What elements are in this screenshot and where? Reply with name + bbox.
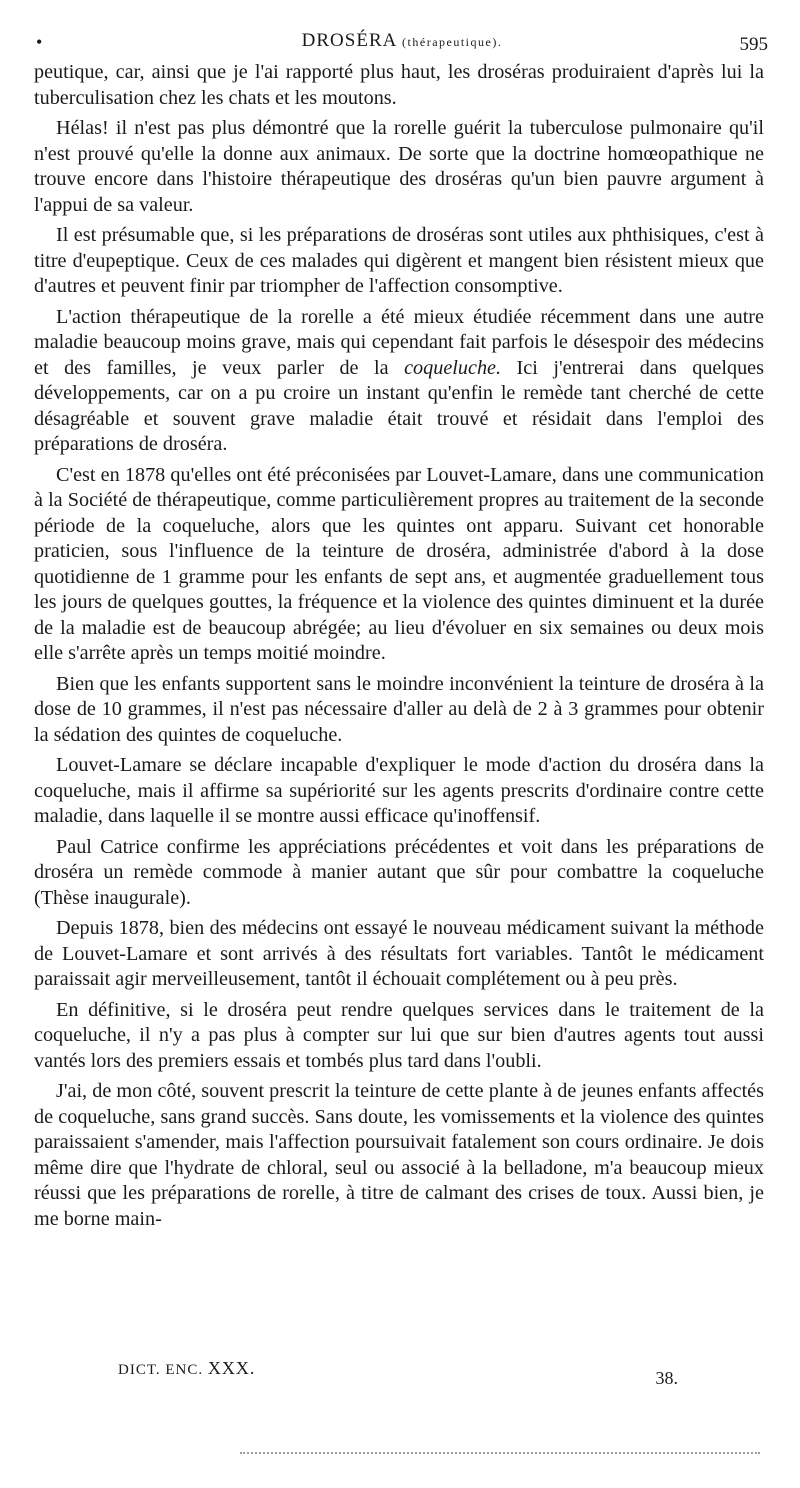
paragraph: Louvet-Lamare se déclare incapable d'expliquer le mode d'action du droséra dans la coqueluche, mais il affirme sa supériorité sur les agents prescrits d'ordinaire contre cette maladie, dans laquelle il se montre aussi efficace qu'inoffensif. xyxy=(34,754,764,827)
paragraph: Il est présumable que, si les préparations de droséras sont utiles aux phthisiques, c'est à titre d'eupeptique. Ceux de ces malades qui digèrent et mangent bien résistent mieux que d'autres et peuvent finir par triompher de l'affection consomptive. xyxy=(34,224,764,297)
paragraph: J'ai, de mon côté, souvent prescrit la teinture de cette plante à de jeunes enfants affectés de coqueluche, sans grand succès. Sans doute, les vomissements et la violence des quintes paraissaient s'amender, mais l'affection poursuivait fatalement son cours ordinaire. Je dois même dire que l'hydrate de chloral, seul ou associé à la belladone, m'a beaucoup mieux réussi que les préparations de rorelle, à titre de calmant des crises de toux. Aussi bien, je me borne main- xyxy=(34,1080,764,1230)
header-title: DROSÉRA xyxy=(301,30,397,51)
signature-volume: XXX. xyxy=(207,1358,256,1378)
running-title xyxy=(32,30,772,52)
signature-prefix: DICT. ENC. xyxy=(118,1362,204,1378)
page-number: 595 xyxy=(739,34,768,55)
paragraph xyxy=(34,305,764,458)
paragraph-text: L'action thérapeutique de la rorelle a été mieux étudiée récemment dans une autre maladie beaucoup moins grave, mais qui cependant fait parfois le désespoir des médecins et des familles, je veux parler de la xyxy=(34,305,764,379)
paragraph: C'est en 1878 qu'elles ont été préconisées par Louvet-Lamare, dans une communication à la Société de thérapeutique, comme particulièrement propres au traitement de la seconde période de la coqueluche, alors que les quintes ont apparu. Suivant cet honorable praticien, sous l'influence de la teinture de droséra, administrée d'abord à la dose quotidienne de 1 gramme pour les enfants de sept ans, et augmentée graduellement tous les jours de quelques gouttes, la fréquence et la violence des quintes diminuent et la durée de la maladie est de beaucoup abrégée; au lieu d'évoluer en six semaines ou deux mois elle s'arrête après un temps moitié moindre. xyxy=(34,463,764,664)
paragraph: Bien que les enfants supportent sans le moindre inconvénient la teinture de droséra à la dose de 10 grammes, il n'est pas nécessaire d'aller au delà de 2 à 3 grammes pour obtenir la sédation des quintes de coqueluche. xyxy=(34,672,764,746)
paragraph-text: Ici j'entrerai dans quelques développements, car on a pu croire un instant qu'enfin le remède tant cherché de cette désagréable et souvent grave maladie était trouvé et résidait dans l'emploi des préparations de droséra. xyxy=(34,356,764,455)
signature-mark xyxy=(118,1358,255,1379)
paragraph: Paul Catrice confirme les appréciations précédentes et voit dans les préparations de droséra un remède commode à manier autant que sûr pour combattre la coqueluche (Thèse inaugurale). xyxy=(34,835,764,909)
paragraph: Depuis 1878, bien des médecins ont essayé le nouveau médicament suivant la méthode de Louvet-Lamare et sont arrivés à des résultats fort variables. Tantôt le médicament paraissait agir merveilleusement, tantôt il échouait complétement ou à peu près. xyxy=(34,917,764,990)
header-mark: • xyxy=(36,32,43,52)
page-footer xyxy=(118,1358,678,1388)
running-header xyxy=(32,30,772,60)
italic-term: coqueluche. xyxy=(404,356,502,379)
paragraph: En définitive, si le droséra peut rendre quelques services dans le traitement de la coqueluche, il n'y a pas plus à compter sur lui que sur bien d'autres agents tout aussi vantés lors des premiers essais et tombés plus tard dans l'oubli. xyxy=(34,998,764,1072)
paragraph: Hélas! il n'est pas plus démontré que la rorelle guérit la tuberculose pulmonaire qu'il n'est prouvé qu'elle la donne aux animaux. De sorte que la doctrine homœopathique ne trouve encore dans l'histoire thérapeutique des droséras qu'un bien pauvre argument à l'appui de sa valeur. xyxy=(34,117,764,216)
header-subtitle: (thérapeutique). xyxy=(402,35,503,49)
paragraph: peutique, car, ainsi que je l'ai rapporté plus haut, les droséras produiraient d'après lui la tuberculisation chez les chats et les moutons. xyxy=(34,61,764,109)
bottom-dotted-rule xyxy=(240,1452,760,1454)
folio-number: 38. xyxy=(655,1368,678,1388)
body-text xyxy=(34,60,764,1237)
